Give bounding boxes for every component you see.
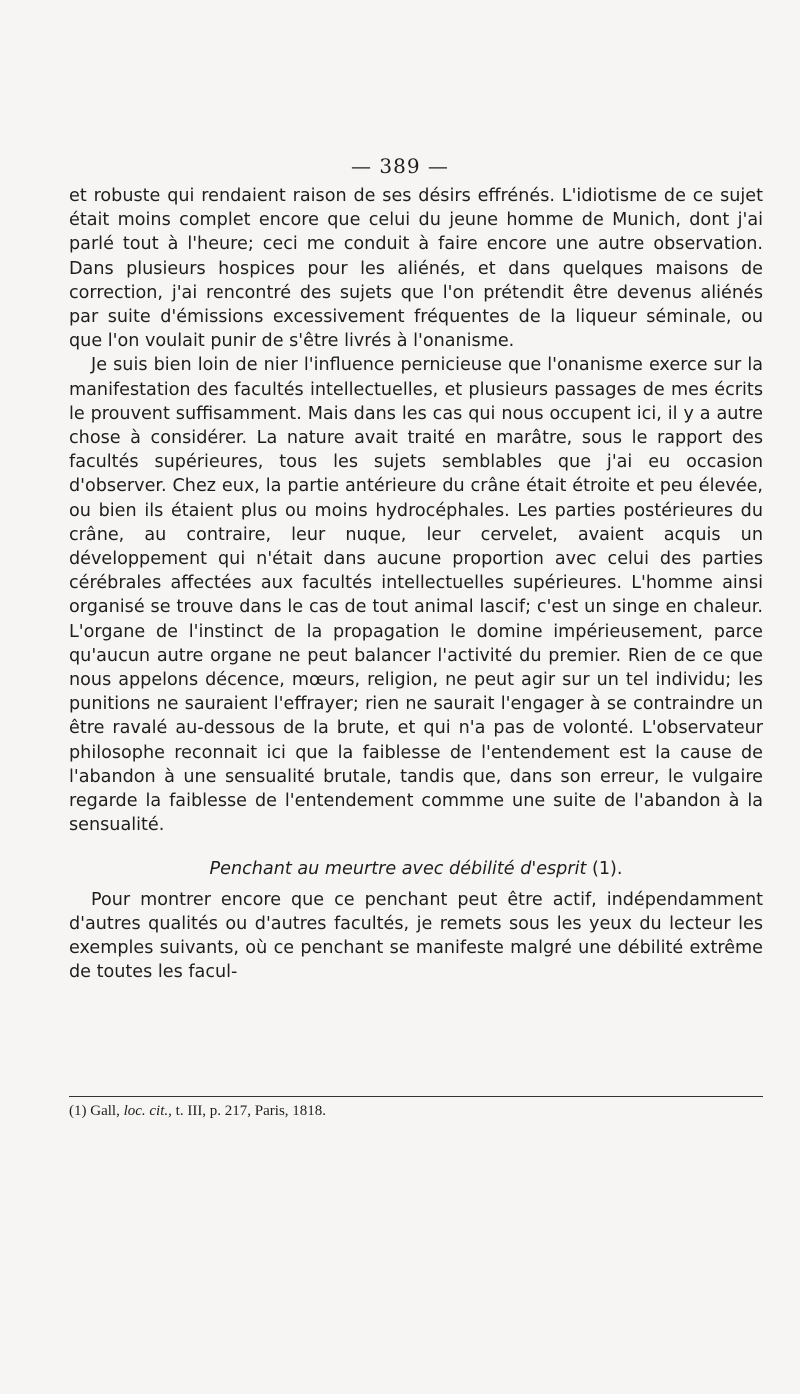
footnote-reference: (1).: [591, 859, 623, 880]
body-text: [69, 184, 763, 985]
footnote: [69, 1101, 763, 1121]
footnote-author: Gall,: [90, 1103, 120, 1119]
section-heading: [69, 857, 763, 881]
footnote-source: loc. cit.,: [123, 1103, 172, 1119]
page-number: — 389 —: [351, 154, 449, 178]
paragraph-1: et robuste qui rendaient raison de ses désirs effrénés. L'idiotisme de ce sujet était moins complet encore que celui du jeune homme de Munich, dont j'ai parlé tout à l'heure; ceci me conduit à faire encore une autre observation. Dans plusieurs hospices pour les aliénés, et dans quelques maisons de correction, j'ai rencontré des sujets que l'on prétendit être devenus aliénés par suite d'émissions excessivement fréquentes de la liqueur séminale, ou que l'on voulait punir de s'être livrés à l'onanisme.: [69, 186, 763, 352]
footnote-details: t. III, p. 217, Paris, 1818.: [175, 1103, 327, 1119]
footnote-marker: (1): [69, 1103, 87, 1119]
paragraph-2: Je suis bien loin de nier l'influence pernicieuse que l'onanisme exerce sur la manifestation des facultés intellectuelles, et plusieurs passages de mes écrits le prouvent suffisamment. Mais dans les cas qui nous occupent ici, il y a autre chose à considérer. La nature avait traité en marâtre, sous le rapport des facultés supérieures, tous les sujets semblables que j'ai eu occasion d'observer. Chez eux, la partie antérieure du crâne était étroite et peu élevée, ou bien ils étaient plus ou moins hydrocéphales. Les parties postérieures du crâne, au contraire, leur nuque, leur cervelet, avaient acquis un développement qui n'était dans aucune proportion avec celui des parties cérébrales affectées aux facultés intellectuelles supérieures. L'homme ainsi organisé se trouve dans le cas de tout animal lascif; c'est un singe en chaleur. L'organe de l'instinct de la propagation le domine impérieusement, parce qu'aucun autre organe ne peut balancer l'activité du premier. Rien de ce que nous appelons décence, mœurs, religion, ne peut agir sur un tel individu; les punitions ne sauraient l'effrayer; rien ne saurait l'engager à se contraindre un être ravalé au-dessous de la brute, et qui n'a pas de volonté. L'observateur philosophe reconnait ici que la faiblesse de l'entendement est la cause de l'abandon à une sensualité brutale, tandis que, dans son erreur, le vulgaire regarde la faiblesse de l'entendement commme une suite de l'abandon à la sensualité.: [69, 355, 763, 836]
paragraph-3: Pour montrer encore que ce penchant peut être actif, indépendamment d'autres qualités ou d'autres facultés, je remets sous les yeux du lecteur les exemples suivants, où ce penchant se manifeste malgré une débilité extrême de toutes les facul-: [69, 889, 763, 983]
footnote-divider: [69, 1096, 763, 1097]
section-heading-title: Penchant au meurtre avec débilité d'esprit: [209, 859, 587, 880]
